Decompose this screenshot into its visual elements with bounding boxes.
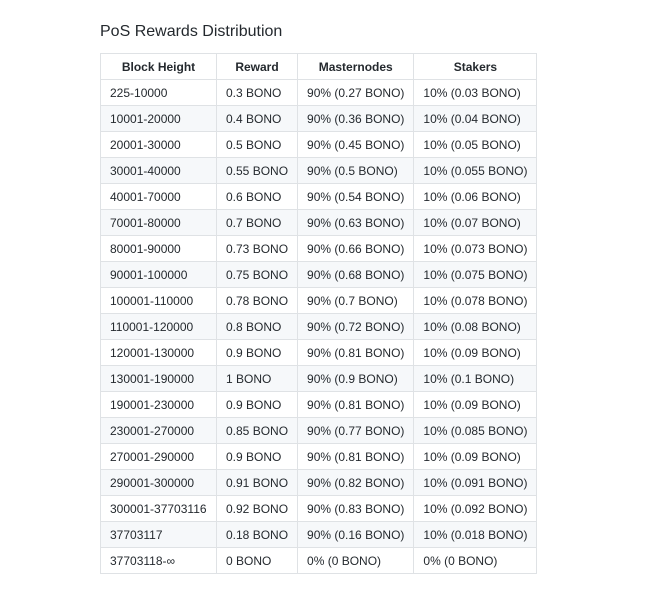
block-height-cell: 270001-290000 (101, 444, 217, 470)
reward-cell: 0.9 BONO (217, 444, 298, 470)
masternodes-cell: 90% (0.81 BONO) (298, 340, 414, 366)
table-row (101, 106, 537, 132)
block-height-cell: 300001-37703116 (101, 496, 217, 522)
reward-cell: 0.4 BONO (217, 106, 298, 132)
table-body (101, 80, 537, 574)
table-row (101, 262, 537, 288)
reward-cell: 0.92 BONO (217, 496, 298, 522)
table-row (101, 418, 537, 444)
table-row (101, 470, 537, 496)
masternodes-cell: 90% (0.66 BONO) (298, 236, 414, 262)
stakers-cell: 10% (0.06 BONO) (414, 184, 537, 210)
stakers-cell: 10% (0.08 BONO) (414, 314, 537, 340)
table-row (101, 184, 537, 210)
stakers-cell: 10% (0.09 BONO) (414, 340, 537, 366)
column-header-reward: Reward (217, 54, 298, 80)
block-height-cell: 37703117 (101, 522, 217, 548)
block-height-cell: 80001-90000 (101, 236, 217, 262)
masternodes-cell: 90% (0.63 BONO) (298, 210, 414, 236)
reward-cell: 0.85 BONO (217, 418, 298, 444)
masternodes-cell: 90% (0.83 BONO) (298, 496, 414, 522)
block-height-cell: 230001-270000 (101, 418, 217, 444)
table-row (101, 288, 537, 314)
table-row (101, 314, 537, 340)
stakers-cell: 10% (0.04 BONO) (414, 106, 537, 132)
table-row (101, 548, 537, 574)
block-height-cell: 120001-130000 (101, 340, 217, 366)
table-row (101, 366, 537, 392)
column-header-masternodes: Masternodes (298, 54, 414, 80)
reward-cell: 0 BONO (217, 548, 298, 574)
table-row (101, 496, 537, 522)
block-height-cell: 40001-70000 (101, 184, 217, 210)
reward-cell: 0.8 BONO (217, 314, 298, 340)
reward-cell: 0.6 BONO (217, 184, 298, 210)
stakers-cell: 10% (0.085 BONO) (414, 418, 537, 444)
stakers-cell: 10% (0.078 BONO) (414, 288, 537, 314)
stakers-cell: 10% (0.09 BONO) (414, 392, 537, 418)
block-height-cell: 290001-300000 (101, 470, 217, 496)
table-row (101, 444, 537, 470)
reward-cell: 0.73 BONO (217, 236, 298, 262)
reward-cell: 0.9 BONO (217, 340, 298, 366)
block-height-cell: 10001-20000 (101, 106, 217, 132)
masternodes-cell: 90% (0.16 BONO) (298, 522, 414, 548)
table-row (101, 236, 537, 262)
masternodes-cell: 90% (0.5 BONO) (298, 158, 414, 184)
block-height-cell: 130001-190000 (101, 366, 217, 392)
reward-cell: 0.78 BONO (217, 288, 298, 314)
table-row (101, 80, 537, 106)
table-row (101, 392, 537, 418)
masternodes-cell: 0% (0 BONO) (298, 548, 414, 574)
block-height-cell: 70001-80000 (101, 210, 217, 236)
reward-cell: 0.75 BONO (217, 262, 298, 288)
stakers-cell: 10% (0.03 BONO) (414, 80, 537, 106)
reward-cell: 0.3 BONO (217, 80, 298, 106)
page-title: PoS Rewards Distribution (100, 23, 283, 40)
reward-cell: 0.91 BONO (217, 470, 298, 496)
block-height-cell: 20001-30000 (101, 132, 217, 158)
header-row (101, 54, 537, 80)
stakers-cell: 10% (0.091 BONO) (414, 470, 537, 496)
block-height-cell: 90001-100000 (101, 262, 217, 288)
rewards-table (100, 53, 537, 574)
masternodes-cell: 90% (0.27 BONO) (298, 80, 414, 106)
table-row (101, 132, 537, 158)
reward-cell: 0.18 BONO (217, 522, 298, 548)
stakers-cell: 10% (0.07 BONO) (414, 210, 537, 236)
table-row (101, 522, 537, 548)
stakers-cell: 10% (0.1 BONO) (414, 366, 537, 392)
masternodes-cell: 90% (0.7 BONO) (298, 288, 414, 314)
masternodes-cell: 90% (0.81 BONO) (298, 444, 414, 470)
table-row (101, 210, 537, 236)
masternodes-cell: 90% (0.81 BONO) (298, 392, 414, 418)
stakers-cell: 10% (0.073 BONO) (414, 236, 537, 262)
reward-cell: 0.55 BONO (217, 158, 298, 184)
masternodes-cell: 90% (0.68 BONO) (298, 262, 414, 288)
column-header-block-height: Block Height (101, 54, 217, 80)
stakers-cell: 10% (0.09 BONO) (414, 444, 537, 470)
stakers-cell: 10% (0.05 BONO) (414, 132, 537, 158)
block-height-cell: 30001-40000 (101, 158, 217, 184)
reward-cell: 0.9 BONO (217, 392, 298, 418)
stakers-cell: 0% (0 BONO) (414, 548, 537, 574)
block-height-cell: 100001-110000 (101, 288, 217, 314)
masternodes-cell: 90% (0.82 BONO) (298, 470, 414, 496)
masternodes-cell: 90% (0.77 BONO) (298, 418, 414, 444)
block-height-cell: 225-10000 (101, 80, 217, 106)
column-header-stakers: Stakers (414, 54, 537, 80)
reward-cell: 0.7 BONO (217, 210, 298, 236)
table-row (101, 158, 537, 184)
masternodes-cell: 90% (0.72 BONO) (298, 314, 414, 340)
masternodes-cell: 90% (0.36 BONO) (298, 106, 414, 132)
reward-cell: 0.5 BONO (217, 132, 298, 158)
masternodes-cell: 90% (0.9 BONO) (298, 366, 414, 392)
reward-cell: 1 BONO (217, 366, 298, 392)
stakers-cell: 10% (0.075 BONO) (414, 262, 537, 288)
masternodes-cell: 90% (0.45 BONO) (298, 132, 414, 158)
block-height-cell: 190001-230000 (101, 392, 217, 418)
stakers-cell: 10% (0.018 BONO) (414, 522, 537, 548)
table-row (101, 340, 537, 366)
stakers-cell: 10% (0.055 BONO) (414, 158, 537, 184)
block-height-cell: 110001-120000 (101, 314, 217, 340)
table-header (101, 54, 537, 80)
block-height-cell: 37703118-∞ (101, 548, 217, 574)
stakers-cell: 10% (0.092 BONO) (414, 496, 537, 522)
masternodes-cell: 90% (0.54 BONO) (298, 184, 414, 210)
